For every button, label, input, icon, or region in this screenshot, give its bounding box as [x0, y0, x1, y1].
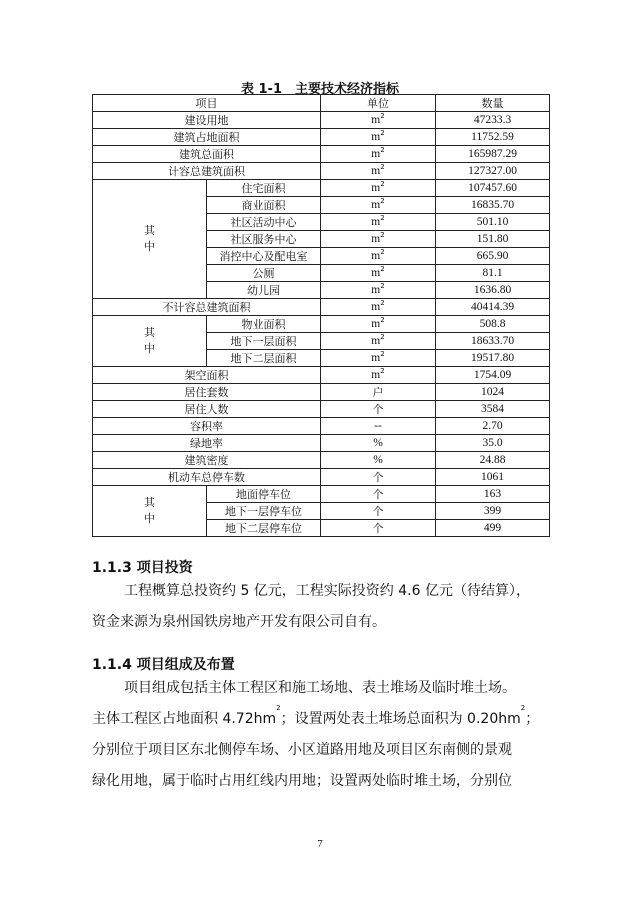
row-unit: % [321, 435, 436, 452]
table-row [93, 367, 550, 384]
row-value: 127327.00 [436, 163, 550, 180]
row-item: 地面停车位 [207, 486, 321, 503]
table-header-row [93, 95, 550, 112]
row-unit: -- [321, 418, 436, 435]
row-unit: $m^2$ [321, 197, 436, 214]
row-value: 1024 [436, 384, 550, 401]
paragraph-line: 工程概算总投资约 5 亿元，工程实际投资约 4.6 亿元（待结算）， [124, 583, 530, 599]
table-caption: 表 1-1 主要技术经济指标 [240, 82, 399, 97]
table-row [93, 384, 550, 401]
row-value: 499 [436, 520, 550, 537]
header-unit: 单位 [321, 95, 436, 112]
row-item: 建筑密度 [93, 452, 321, 469]
table-row [93, 486, 550, 503]
row-value: 18633.70 [436, 333, 550, 350]
row-item: 社区服务中心 [207, 231, 321, 248]
row-item: 容积率 [93, 418, 321, 435]
row-item: 不计容总建筑面积 [93, 299, 321, 316]
section-heading-investment: 1.1.3 项目投资 [92, 560, 193, 576]
investment-paragraph [92, 576, 552, 638]
row-value: 11752.59 [436, 129, 550, 146]
row-value: 3584 [436, 401, 550, 418]
row-value: 81.1 [436, 265, 550, 282]
page-number: 7 [317, 838, 323, 850]
row-unit: $m^2$ [321, 163, 436, 180]
table-row [93, 299, 550, 316]
paragraph-line: 资金来源为泉州国铁房地产开发有限公司自有。 [92, 614, 386, 630]
group-label: 其 中 [93, 180, 207, 299]
row-unit: $m^2$ [321, 129, 436, 146]
section-heading-composition: 1.1.4 项目组成及布置 [92, 657, 235, 673]
row-unit: $m^2$ [321, 214, 436, 231]
row-item: 地下二层停车位 [207, 520, 321, 537]
row-unit: $m^2$ [321, 316, 436, 333]
row-item: 社区活动中心 [207, 214, 321, 231]
row-value: 1061 [436, 469, 550, 486]
table-row [93, 180, 550, 197]
paragraph-line: 分别位于项目区东北侧停车场、小区道路用地及项目区东南侧的景观 [92, 742, 512, 758]
header-value: 数量 [436, 95, 550, 112]
row-value: 2.70 [436, 418, 550, 435]
row-item: 幼儿园 [207, 282, 321, 299]
table-row [93, 401, 550, 418]
economic-indicators-table [92, 94, 550, 537]
header-item: 项目 [93, 95, 321, 112]
row-unit: 户 [321, 384, 436, 401]
row-item: 住宅面积 [207, 180, 321, 197]
row-value: 1636.80 [436, 282, 550, 299]
row-value: 107457.60 [436, 180, 550, 197]
table-row [93, 469, 550, 486]
row-value: 19517.80 [436, 350, 550, 367]
row-unit: $m^2$ [321, 350, 436, 367]
table-row [93, 316, 550, 333]
row-unit: % [321, 452, 436, 469]
row-item: 消控中心及配电室 [207, 248, 321, 265]
row-value: 163 [436, 486, 550, 503]
row-item: 地下一层面积 [207, 333, 321, 350]
row-value: 24.88 [436, 452, 550, 469]
row-item: 计容总建筑面积 [93, 163, 321, 180]
row-item: 居住套数 [93, 384, 321, 401]
row-value: 665.90 [436, 248, 550, 265]
row-unit: $m^2$ [321, 299, 436, 316]
composition-paragraph [92, 673, 552, 797]
row-item: 地下二层面积 [207, 350, 321, 367]
row-unit: $m^2$ [321, 265, 436, 282]
row-value: 47233.3 [436, 112, 550, 129]
row-unit: $m^2$ [321, 248, 436, 265]
row-unit: 个 [321, 503, 436, 520]
row-value: 40414.39 [436, 299, 550, 316]
table-row [93, 112, 550, 129]
row-unit: $m^2$ [321, 112, 436, 129]
row-unit: 个 [321, 520, 436, 537]
row-item: 建筑占地面积 [93, 129, 321, 146]
row-unit: $m^2$ [321, 180, 436, 197]
row-value: 151.80 [436, 231, 550, 248]
row-unit: $m^2$ [321, 367, 436, 384]
row-value: 35.0 [436, 435, 550, 452]
row-value: 165987.29 [436, 146, 550, 163]
row-item: 商业面积 [207, 197, 321, 214]
row-value: 399 [436, 503, 550, 520]
row-unit: $m^2$ [321, 146, 436, 163]
row-item: 地下一层停车位 [207, 503, 321, 520]
row-item: 物业面积 [207, 316, 321, 333]
row-item: 建设用地 [93, 112, 321, 129]
row-unit: 个 [321, 469, 436, 486]
row-item: 公厕 [207, 265, 321, 282]
table-row [93, 418, 550, 435]
row-value: 1754.09 [436, 367, 550, 384]
table-row [93, 435, 550, 452]
table-row [93, 129, 550, 146]
group-label: 其 中 [93, 486, 207, 537]
paragraph-line: 项目组成包括主体工程区和施工场地、表土堆场及临时堆土场。 [124, 680, 516, 696]
row-item: 机动车总停车数 [93, 469, 321, 486]
row-item: 架空面积 [93, 367, 321, 384]
row-unit: 个 [321, 486, 436, 503]
table-row [93, 163, 550, 180]
row-value: 508.8 [436, 316, 550, 333]
table-row [93, 146, 550, 163]
group-label: 其 中 [93, 316, 207, 367]
row-unit: $m^2$ [321, 231, 436, 248]
row-item: 居住人数 [93, 401, 321, 418]
table-row [93, 452, 550, 469]
row-item: 绿地率 [93, 435, 321, 452]
row-value: 16835.70 [436, 197, 550, 214]
row-unit: 个 [321, 401, 436, 418]
paragraph-line: 绿化用地，属于临时占用红线内用地；设置两处临时堆土场，分别位 [92, 773, 512, 789]
row-value: 501.10 [436, 214, 550, 231]
row-item: 建筑总面积 [93, 146, 321, 163]
row-unit: $m^2$ [321, 333, 436, 350]
row-unit: $m^2$ [321, 282, 436, 299]
paragraph-line: 主体工程区占地面积 $4.72hm^2$；设置两处表土堆场总面积为 $0.20hm^2$； [92, 704, 540, 727]
